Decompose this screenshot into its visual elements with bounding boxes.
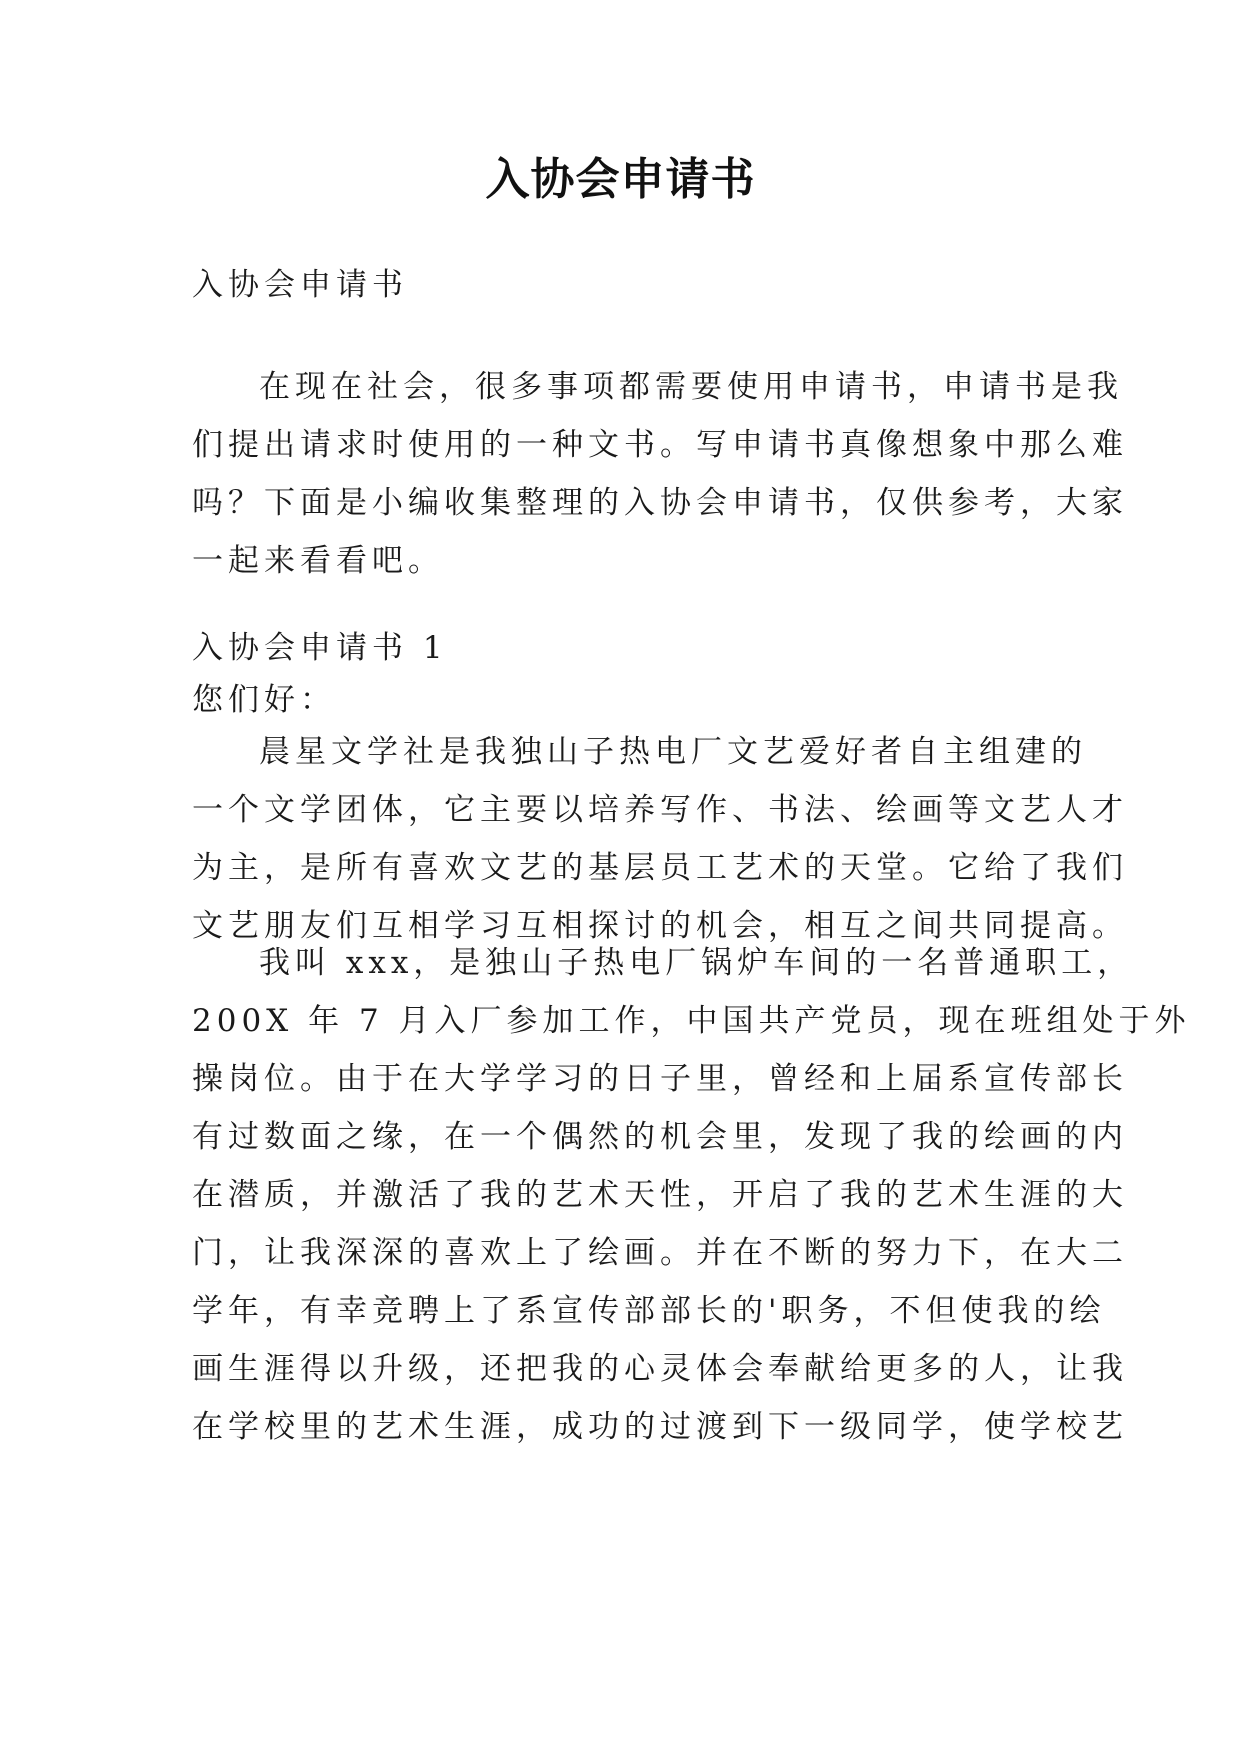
paragraph2-line-7: 学年，有幸竞聘上了系宣传部部长的'职务，不但使我的绘 [192,1293,1106,1329]
greeting-text: 您们好： [192,682,336,718]
section-heading-text: 入协会申请书 1 [192,630,448,666]
intro-paragraph [192,358,1128,590]
paragraph1-line-1: 晨星文学社是我独山子热电厂文艺爱好者自主组建的 [259,734,1087,770]
section-heading [192,619,1072,677]
paragraph2-line-5: 在潜质，并激活了我的艺术天性，开启了我的艺术生涯的大 [192,1177,1128,1213]
paragraph2-line-6: 门，让我深深的喜欢上了绘画。并在不断的努力下，在大二 [192,1235,1128,1271]
intro-line-4: 一起来看看吧。 [192,543,444,579]
document-subtitle [192,256,1072,314]
intro-line-2: 们提出请求时使用的一种文书。写申请书真像想象中那么难 [192,427,1128,463]
paragraph2-line-4: 有过数面之缘，在一个偶然的机会里，发现了我的绘画的内 [192,1119,1128,1155]
subtitle-text: 入协会申请书 [192,267,408,303]
paragraph2-line-1: 我叫 xxx，是独山子热电厂锅炉车间的一名普通职工， [259,945,1134,981]
intro-line-1: 在现在社会，很多事项都需要使用申请书，申请书是我 [259,369,1123,405]
body-paragraph-2 [192,934,1191,1456]
paragraph1-line-2: 一个文学团体，它主要以培养写作、书法、绘画等文艺人才 [192,792,1128,828]
document-title: 入协会申请书 [485,154,756,205]
paragraph2-line-9: 在学校里的艺术生涯，成功的过渡到下一级同学，使学校艺 [192,1409,1128,1445]
intro-line-3: 吗？下面是小编收集整理的入协会申请书，仅供参考，大家 [192,485,1128,521]
paragraph1-line-3: 为主，是所有喜欢文艺的基层员工艺术的天堂。它给了我们 [192,850,1128,886]
greeting [192,671,1072,729]
paragraph2-line-3: 操岗位。由于在大学学习的日子里，曾经和上届系宣传部长 [192,1061,1128,1097]
body-paragraph-1 [192,723,1128,955]
paragraph1-line-4: 文艺朋友们互相学习互相探讨的机会，相互之间共同提高。 [192,908,1128,944]
paragraph2-line-2: 200X 年 7 月入厂参加工作，中国共产党员，现在班组处于外 [192,1003,1191,1039]
paragraph2-line-8: 画生涯得以升级，还把我的心灵体会奉献给更多的人，让我 [192,1351,1128,1387]
